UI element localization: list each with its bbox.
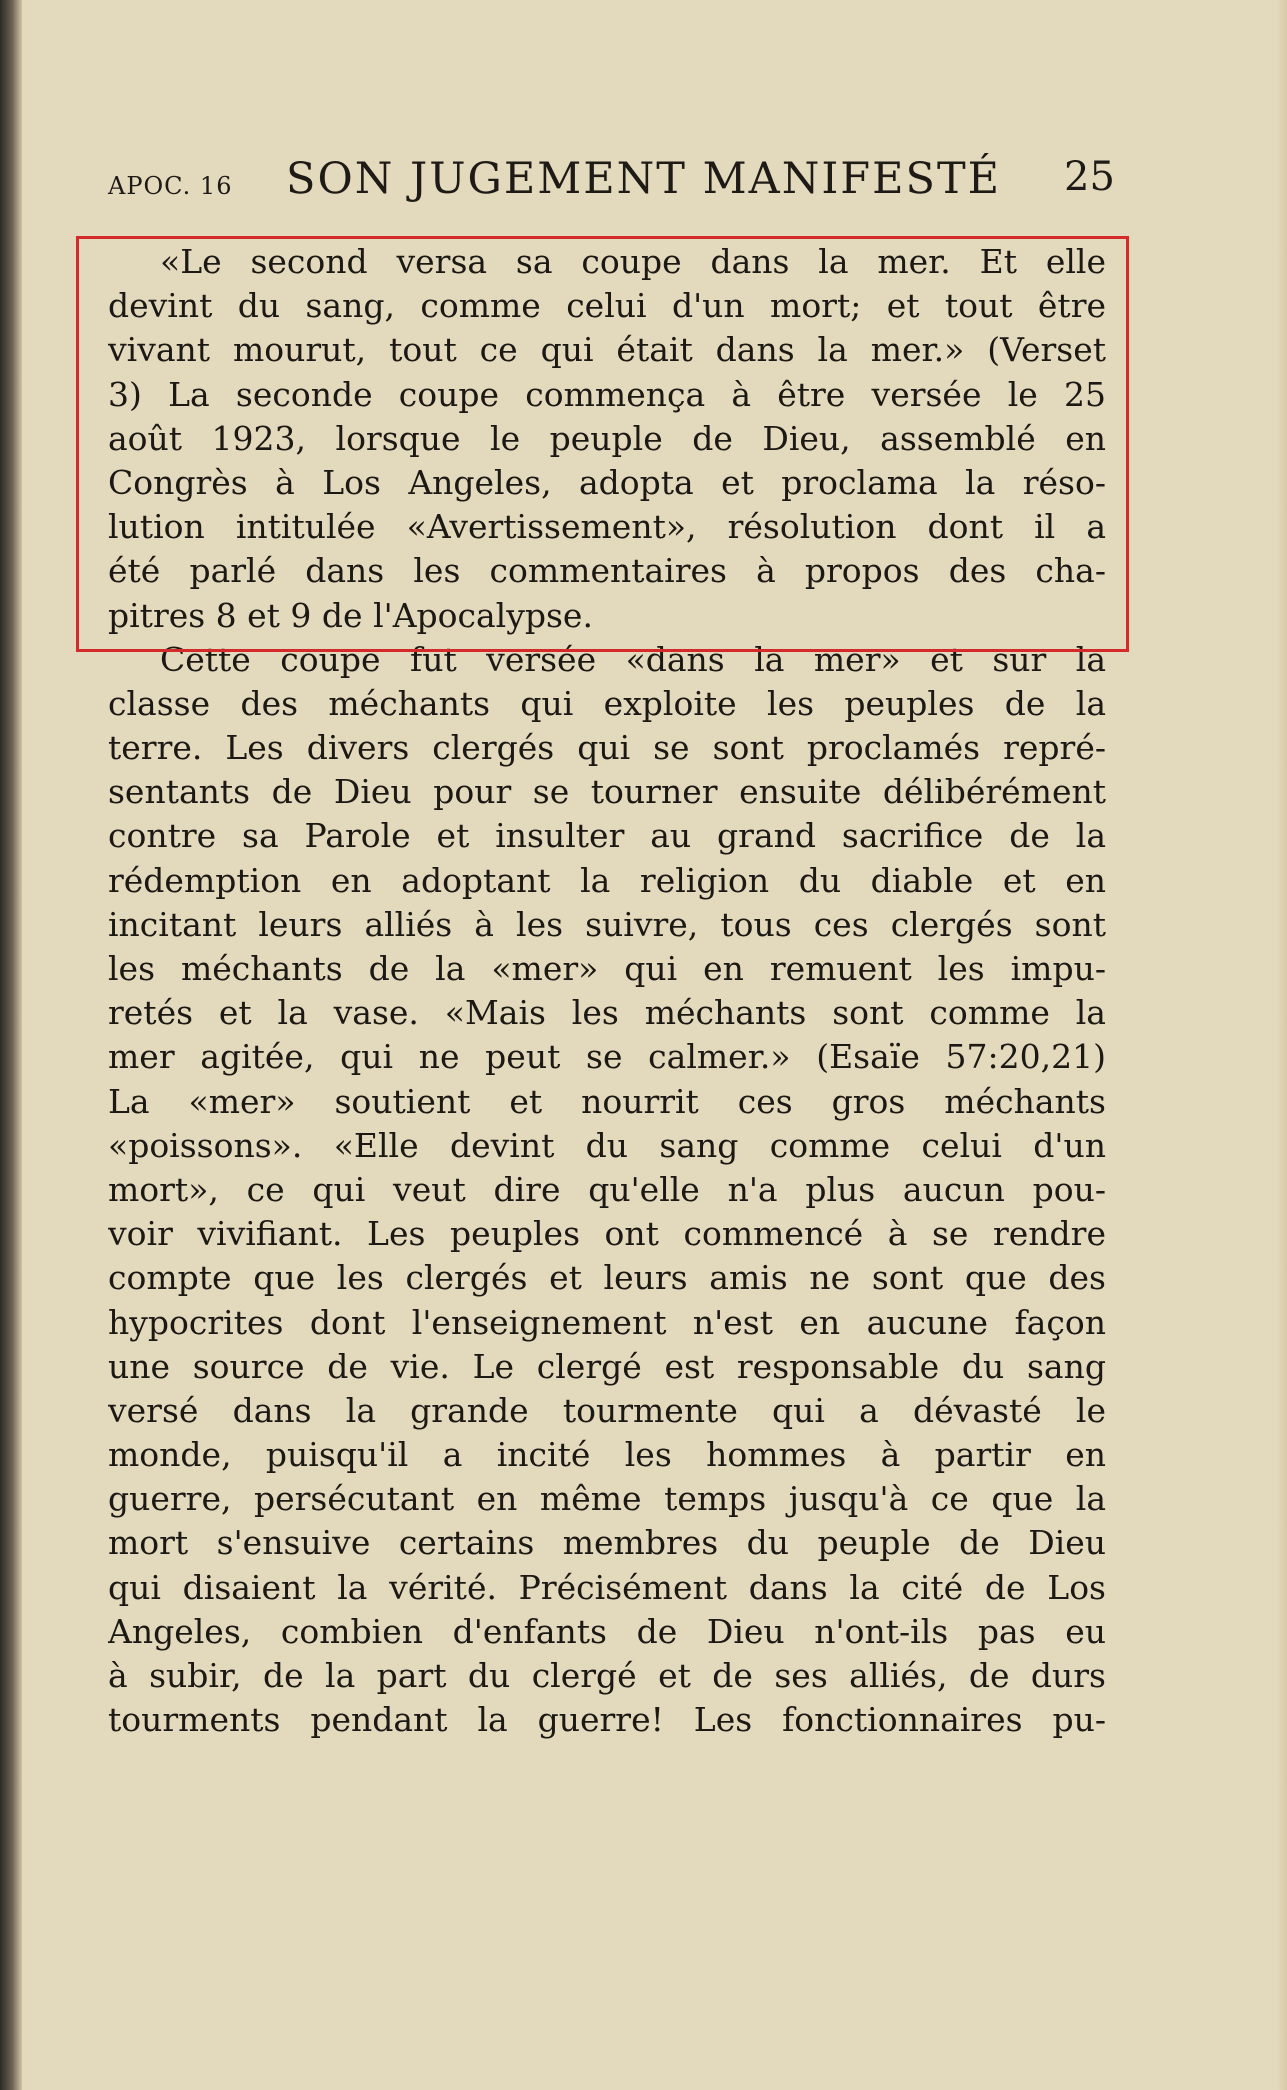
text-line: incitant leurs alliés à les suivre, tous ces clergés sont — [108, 904, 1106, 944]
text-line: mort s'ensuive certains membres du peuple de Dieu — [108, 1523, 1106, 1563]
text-line: contre sa Parole et insulter au grand sacrifice de la — [108, 816, 1106, 856]
text-line: «poissons». «Elle devint du sang comme celui d'un — [108, 1125, 1106, 1165]
text-line: retés et la vase. «Mais les méchants sont comme la — [108, 993, 1106, 1033]
page-edge — [1277, 0, 1287, 2090]
text-line: une source de vie. Le clergé est responsable du sang — [108, 1346, 1106, 1386]
text-line: été parlé dans les commentaires à propos des cha- — [108, 551, 1106, 591]
main-paragraph — [108, 638, 1106, 1743]
text-line: «Le second versa sa coupe dans la mer. Et elle — [160, 242, 1106, 281]
body-text — [108, 240, 1106, 1742]
book-spine-shadow — [0, 0, 22, 2090]
page-number: 25 — [1064, 154, 1115, 200]
text-line: Cette coupe fut versée «dans la mer» et sur la — [160, 639, 1106, 679]
running-head — [108, 150, 1115, 210]
text-line: lution intitulée «Avertissement», résolution dont il a — [108, 507, 1106, 547]
text-line: compte que les clergés et leurs amis ne sont que des — [108, 1258, 1106, 1298]
text-line: rédemption en adoptant la religion du diable et en — [108, 860, 1106, 900]
text-line: hypocrites dont l'enseignement n'est en aucune façon — [108, 1302, 1106, 1342]
text-line: monde, puisqu'il a incité les hommes à partir en — [108, 1435, 1106, 1475]
text-line: Angeles, combien d'enfants de Dieu n'ont-ils pas eu — [108, 1611, 1106, 1651]
text-line: terre. Les divers clergés qui se sont proclamés repré- — [108, 728, 1106, 768]
text-line: qui disaient la vérité. Précisément dans la cité de Los — [108, 1567, 1106, 1607]
text-line: pitres 8 et 9 de l'Apocalypse. — [108, 595, 593, 635]
text-line: à subir, de la part du clergé et de ses alliés, de durs — [108, 1656, 1106, 1695]
text-line: devint du sang, comme celui d'un mort; et tout être — [108, 286, 1106, 326]
text-line: classe des méchants qui exploite les peuples de la — [108, 683, 1106, 723]
chapter-reference: APOC. 16 — [108, 172, 233, 200]
text-line: mer agitée, qui ne peut se calmer.» (Esaïe 57:20,21) — [108, 1037, 1106, 1077]
text-line: sentants de Dieu pour se tourner ensuite délibérément — [108, 772, 1106, 812]
text-line: versé dans la grande tourmente qui a dévasté le — [108, 1390, 1106, 1430]
text-line: tourments pendant la guerre! Les fonctionnaires pu- — [108, 1700, 1106, 1740]
highlighted-paragraph — [108, 240, 1106, 638]
text-line: vivant mourut, tout ce qui était dans la mer.» (Verset — [108, 330, 1106, 370]
text-line: voir vivifiant. Les peuples ont commencé à se rendre — [108, 1214, 1106, 1254]
running-title: SON JUGEMENT MANIFESTÉ — [286, 154, 1002, 204]
text-line: guerre, persécutant en même temps jusqu'à ce que la — [108, 1479, 1106, 1519]
text-line: mort», ce qui veut dire qu'elle n'a plus aucun pou- — [108, 1169, 1106, 1209]
text-line: août 1923, lorsque le peuple de Dieu, assemblé en — [108, 418, 1106, 458]
text-line: Congrès à Los Angeles, adopta et proclama la réso- — [108, 462, 1106, 502]
text-line: les méchants de la «mer» qui en remuent les impu- — [108, 949, 1106, 988]
text-line: 3) La seconde coupe commença à être versée le 25 — [108, 374, 1106, 414]
text-line: La «mer» soutient et nourrit ces gros méchants — [108, 1081, 1106, 1121]
